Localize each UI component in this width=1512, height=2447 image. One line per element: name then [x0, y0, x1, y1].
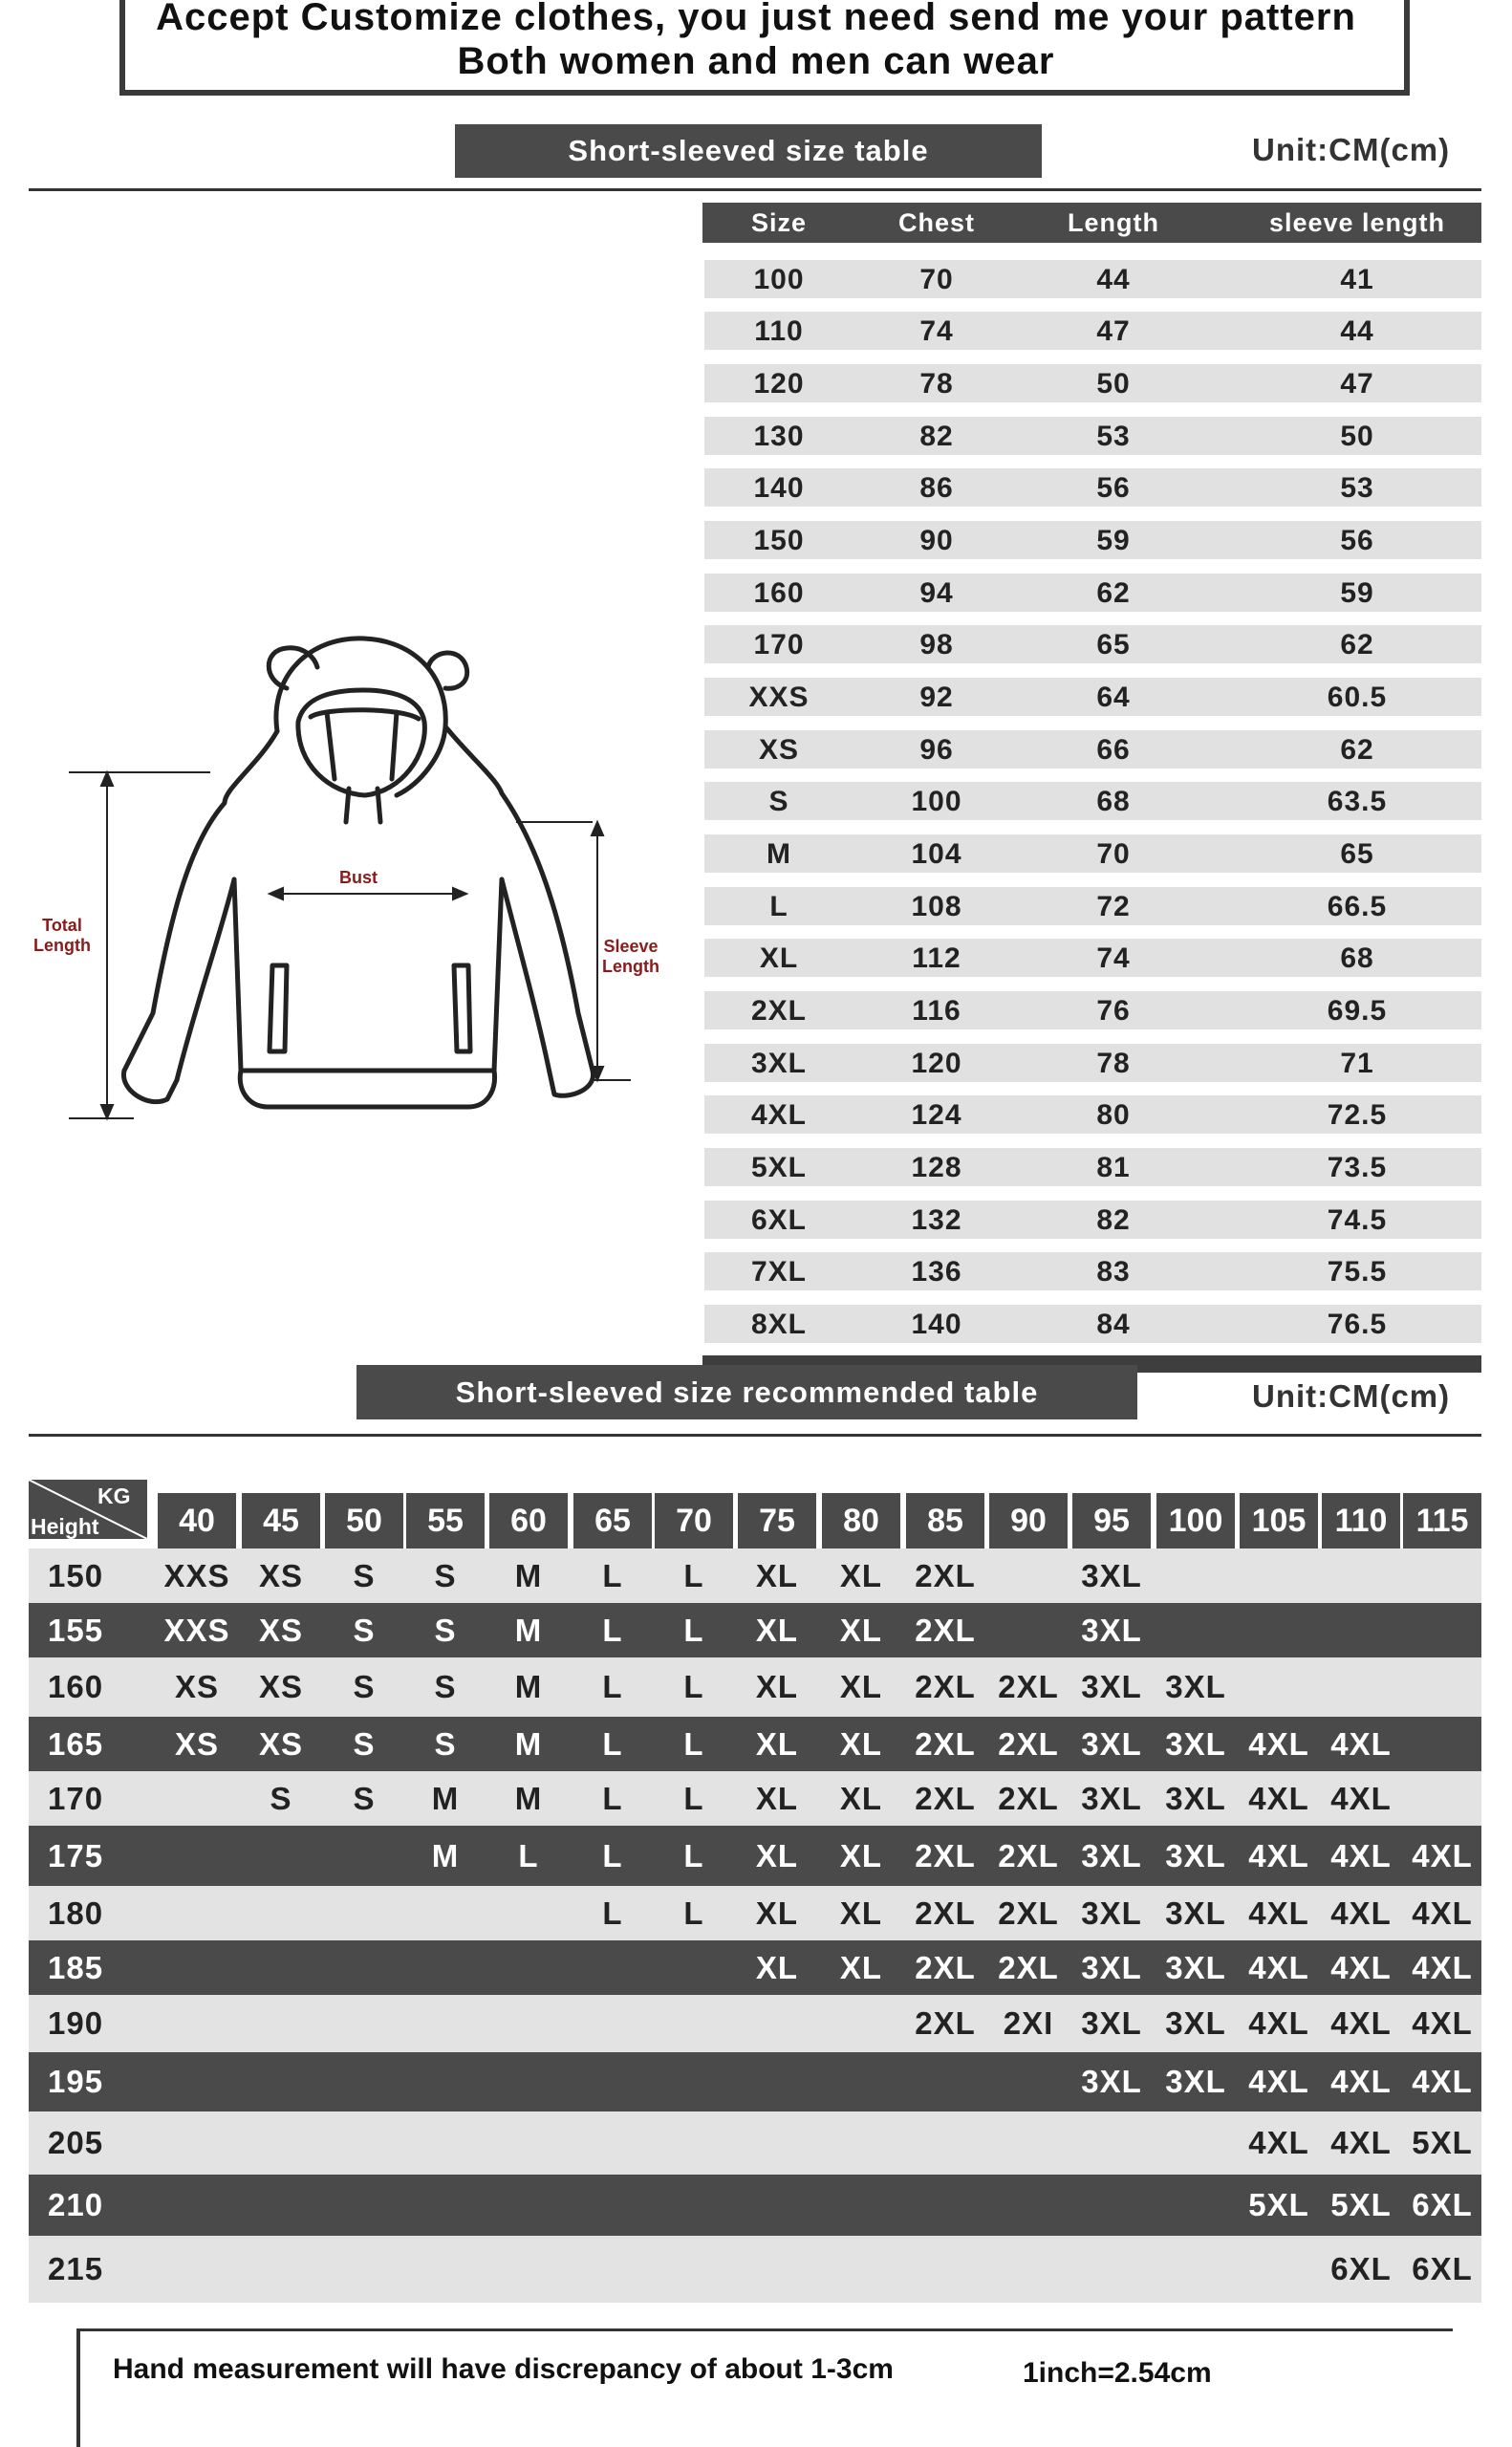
table-cell: 62 — [1340, 734, 1374, 766]
table-cell: 8XL — [750, 1309, 808, 1340]
size-cell: L — [683, 1895, 704, 1931]
size-cell: S — [353, 1726, 376, 1762]
size-cell: 6XL — [1330, 2251, 1392, 2286]
table-row — [29, 2236, 1481, 2303]
header-line-2: Both women and men can wear — [457, 40, 1055, 82]
size-cell: XL — [839, 1838, 883, 1873]
size-cell: 4XL — [1330, 1950, 1392, 1985]
table-cell: 70 — [1096, 838, 1131, 870]
height-cell: 215 — [48, 2251, 104, 2286]
size-cell: 4XL — [1330, 2125, 1392, 2160]
size-cell: XS — [258, 1669, 304, 1704]
kg-header-cell: 75 — [738, 1493, 816, 1548]
table-row — [704, 364, 1481, 402]
total-length-label: Total Length — [33, 916, 91, 955]
table-cell: 5XL — [750, 1152, 808, 1183]
kg-header-cell: 105 — [1240, 1493, 1318, 1548]
height-cell: 165 — [48, 1726, 104, 1762]
kg-header-cell: 60 — [489, 1493, 568, 1548]
divider — [29, 188, 1481, 191]
table-cell: 150 — [753, 525, 805, 556]
size-cell: 3XL — [1081, 1726, 1142, 1762]
table-cell: 62 — [1340, 629, 1374, 660]
table-row — [29, 1886, 1481, 1940]
size-cell: S — [434, 1726, 457, 1762]
footer-note: Hand measurement will have discrepancy of about 1-3cm — [113, 2353, 894, 2385]
table-row — [704, 521, 1481, 559]
table-row — [704, 1044, 1481, 1082]
column-header-length: Length — [1068, 208, 1159, 237]
table-row — [704, 730, 1481, 769]
size-cell: L — [602, 1781, 623, 1816]
size-cell: 3XL — [1165, 1669, 1226, 1704]
table-cell: 70 — [919, 264, 954, 295]
table-cell: 2XL — [750, 995, 808, 1027]
table-cell: 63.5 — [1327, 786, 1388, 817]
size-cell: 4XL — [1412, 2064, 1473, 2099]
table-cell: 47 — [1340, 368, 1374, 400]
size-cell: 4XL — [1412, 1838, 1473, 1873]
size-cell: 3XL — [1165, 2064, 1226, 2099]
table-cell: 69.5 — [1327, 995, 1388, 1027]
size-cell: M — [431, 1838, 460, 1873]
kg-header-cell: 70 — [655, 1493, 733, 1548]
divider — [29, 1434, 1481, 1437]
size-cell: 3XL — [1081, 1669, 1142, 1704]
table-row — [704, 1148, 1481, 1186]
size-cell: L — [602, 1558, 623, 1593]
size-cell: 2XL — [998, 1669, 1059, 1704]
size-cell: 3XL — [1081, 1781, 1142, 1816]
table-cell: 66.5 — [1327, 891, 1388, 922]
table-cell: XS — [758, 734, 800, 766]
size-cell: 2XL — [915, 1669, 976, 1704]
table-row — [29, 2052, 1481, 2111]
table-row — [29, 1603, 1481, 1657]
size-cell: L — [602, 1838, 623, 1873]
table-cell: 56 — [1340, 525, 1374, 556]
table-cell: 65 — [1096, 629, 1131, 660]
table-row — [704, 1252, 1481, 1290]
table-row — [29, 1995, 1481, 2052]
size-cell: 3XL — [1165, 2005, 1226, 2041]
size-cell: 5XL — [1248, 2187, 1309, 2222]
table-cell: 60.5 — [1327, 682, 1388, 713]
table-cell: 3XL — [750, 1048, 808, 1079]
size-cell: 2XL — [998, 1950, 1059, 1985]
height-cell: 205 — [48, 2125, 104, 2160]
table-cell: 72.5 — [1327, 1099, 1388, 1131]
column-header-sleeve-length: sleeve length — [1268, 208, 1446, 237]
kg-header-cell: 90 — [989, 1493, 1068, 1548]
table-cell: 74.5 — [1327, 1204, 1388, 1236]
size-cell: XL — [755, 1895, 799, 1931]
kg-header-cell: 85 — [906, 1493, 984, 1548]
size-cell: 2XL — [915, 1726, 976, 1762]
table-cell: 44 — [1340, 315, 1374, 347]
size-cell: XS — [174, 1726, 220, 1762]
size-cell: S — [353, 1613, 376, 1648]
size-cell: 4XL — [1330, 1838, 1392, 1873]
table-cell: 44 — [1096, 264, 1131, 295]
kg-header-cell: 100 — [1156, 1493, 1235, 1548]
size-cell: 4XL — [1248, 2064, 1309, 2099]
table-cell: 6XL — [750, 1204, 808, 1236]
size-cell: 3XL — [1081, 1950, 1142, 1985]
height-cell: 155 — [48, 1613, 104, 1648]
size-cell: 2XI — [1003, 2005, 1054, 2041]
size-cell: XL — [839, 1669, 883, 1704]
table-cell: 7XL — [750, 1256, 808, 1288]
height-cell: 210 — [48, 2187, 104, 2222]
size-cell: L — [683, 1781, 704, 1816]
table-cell: 104 — [911, 838, 962, 870]
size-cell: XL — [755, 1781, 799, 1816]
table-cell: 68 — [1096, 786, 1131, 817]
table-cell: 110 — [754, 315, 804, 347]
recommend-table-unit: Unit:CM(cm) — [1252, 1378, 1451, 1414]
table-row — [29, 1940, 1481, 1995]
table-row — [29, 2175, 1481, 2236]
size-cell: 3XL — [1081, 1895, 1142, 1931]
size-cell: 2XL — [998, 1726, 1059, 1762]
table-row — [704, 1305, 1481, 1343]
size-cell: L — [683, 1726, 704, 1762]
table-cell: XXS — [748, 682, 810, 713]
table-cell: 73.5 — [1327, 1152, 1388, 1183]
size-cell: 4XL — [1330, 1895, 1392, 1931]
height-cell: 160 — [48, 1669, 104, 1704]
size-cell: S — [353, 1669, 376, 1704]
table-cell: 68 — [1340, 942, 1374, 974]
table-row — [29, 1771, 1481, 1826]
size-cell: 2XL — [915, 1613, 976, 1648]
size-cell: M — [431, 1781, 460, 1816]
height-cell: 150 — [48, 1558, 104, 1593]
table-cell: 64 — [1096, 682, 1131, 713]
table-cell: 160 — [753, 577, 805, 609]
table-row — [704, 625, 1481, 663]
size-cell: XXS — [163, 1613, 230, 1648]
table-row — [704, 260, 1481, 298]
table-cell: 81 — [1096, 1152, 1131, 1183]
size-cell: 3XL — [1081, 2005, 1142, 2041]
height-cell: 180 — [48, 1895, 104, 1931]
kg-header-cell: 80 — [822, 1493, 900, 1548]
table-cell: 72 — [1096, 891, 1131, 922]
size-cell: 4XL — [1248, 1895, 1309, 1931]
table-cell: 78 — [919, 368, 954, 400]
kg-header-cell: 95 — [1072, 1493, 1151, 1548]
kg-header-cell: 110 — [1322, 1493, 1400, 1548]
table-cell: 50 — [1096, 368, 1131, 400]
size-cell: 2XL — [998, 1781, 1059, 1816]
size-cell: XL — [839, 1781, 883, 1816]
header-line-1: Accept Customize clothes, you just need send me your pattern — [156, 0, 1356, 38]
table-cell: 82 — [919, 421, 954, 452]
size-cell: 3XL — [1081, 2064, 1142, 2099]
table-cell: 53 — [1340, 472, 1374, 504]
size-cell: 4XL — [1330, 1781, 1392, 1816]
size-cell: XS — [258, 1726, 304, 1762]
table-cell: 98 — [919, 629, 954, 660]
size-cell: 4XL — [1248, 2005, 1309, 2041]
size-cell: M — [514, 1781, 543, 1816]
size-cell: 2XL — [915, 1781, 976, 1816]
size-cell: XL — [755, 1558, 799, 1593]
table-cell: 140 — [753, 472, 805, 504]
size-cell: 6XL — [1412, 2187, 1473, 2222]
table-row — [29, 1826, 1481, 1886]
size-cell: L — [683, 1838, 704, 1873]
table-cell: 62 — [1096, 577, 1131, 609]
size-cell: S — [353, 1558, 376, 1593]
table-cell: 112 — [912, 942, 961, 974]
table-row — [704, 417, 1481, 455]
table-cell: 74 — [1096, 942, 1131, 974]
size-cell: XL — [839, 1950, 883, 1985]
size-cell: 2XL — [998, 1838, 1059, 1873]
table-cell: 96 — [919, 734, 954, 766]
table-cell: 90 — [919, 525, 954, 556]
size-cell: S — [434, 1613, 457, 1648]
size-cell: 4XL — [1330, 2005, 1392, 2041]
size-cell: 3XL — [1165, 1838, 1226, 1873]
table-cell: 86 — [919, 472, 954, 504]
height-cell: 190 — [48, 2005, 104, 2041]
size-cell: 4XL — [1248, 1838, 1309, 1873]
size-cell: 3XL — [1081, 1838, 1142, 1873]
size-cell: XL — [755, 1726, 799, 1762]
table-row — [704, 782, 1481, 820]
table-cell: 128 — [911, 1152, 962, 1183]
table-cell: 100 — [911, 786, 962, 817]
size-cell: XS — [258, 1558, 304, 1593]
right-ear — [428, 653, 467, 688]
table-cell: 170 — [753, 629, 805, 660]
size-cell: 4XL — [1412, 1950, 1473, 1985]
footer-conversion: 1inch=2.54cm — [1023, 2357, 1212, 2389]
size-cell: S — [353, 1781, 376, 1816]
table-cell: 76.5 — [1327, 1309, 1388, 1340]
size-cell: 6XL — [1412, 2251, 1473, 2286]
size-cell: XS — [258, 1613, 304, 1648]
table-cell: 50 — [1340, 421, 1374, 452]
size-cell: XS — [174, 1669, 220, 1704]
kg-header-cell: 65 — [573, 1493, 652, 1548]
table-row — [704, 939, 1481, 977]
size-cell: 2XL — [915, 1838, 976, 1873]
size-cell: M — [514, 1726, 543, 1762]
size-cell: 3XL — [1165, 1781, 1226, 1816]
size-cell: 3XL — [1165, 1895, 1226, 1931]
size-cell: L — [683, 1669, 704, 1704]
table-cell: 108 — [911, 891, 962, 922]
table-cell: 124 — [911, 1099, 962, 1131]
height-cell: 170 — [48, 1781, 104, 1816]
table-row — [704, 678, 1481, 716]
size-cell: XL — [839, 1895, 883, 1931]
size-table-banner: Short-sleeved size table — [455, 124, 1042, 178]
table-cell: 4XL — [750, 1099, 808, 1131]
table-row — [704, 887, 1481, 925]
size-cell: XL — [755, 1613, 799, 1648]
height-cell: 175 — [48, 1838, 104, 1873]
size-cell: M — [514, 1558, 543, 1593]
table-cell: 120 — [753, 368, 805, 400]
size-cell: XL — [755, 1838, 799, 1873]
size-cell: 4XL — [1248, 1726, 1309, 1762]
size-cell: 3XL — [1081, 1613, 1142, 1648]
size-cell: L — [683, 1558, 704, 1593]
table-cell: 82 — [1096, 1204, 1131, 1236]
size-cell: 5XL — [1330, 2187, 1392, 2222]
size-cell: S — [270, 1781, 292, 1816]
table-row — [704, 312, 1481, 350]
table-cell: 59 — [1096, 525, 1131, 556]
table-row — [704, 574, 1481, 612]
size-cell: 3XL — [1165, 1726, 1226, 1762]
table-cell: 94 — [919, 577, 954, 609]
size-cell: 4XL — [1412, 2005, 1473, 2041]
table-cell: 140 — [911, 1309, 962, 1340]
table-cell: 84 — [1096, 1309, 1131, 1340]
size-cell: XXS — [163, 1558, 230, 1593]
size-cell: L — [518, 1838, 539, 1873]
footer-frame — [76, 2328, 1453, 2447]
size-cell: XL — [839, 1613, 883, 1648]
size-cell: 5XL — [1412, 2125, 1473, 2160]
size-cell: 3XL — [1081, 1558, 1142, 1593]
bust-label: Bust — [339, 868, 378, 887]
kg-header-cell: 50 — [325, 1493, 403, 1548]
table-cell: 53 — [1096, 421, 1131, 452]
size-cell: XL — [755, 1669, 799, 1704]
table-row — [704, 834, 1481, 873]
height-cell: 195 — [48, 2064, 104, 2099]
size-cell: 2XL — [915, 1895, 976, 1931]
table-cell: 83 — [1096, 1256, 1131, 1288]
table-cell: 130 — [753, 421, 805, 452]
size-cell: L — [683, 1613, 704, 1648]
corner-kg-label: KG — [97, 1483, 131, 1508]
kg-header-cell: 45 — [242, 1493, 320, 1548]
size-cell: XL — [755, 1950, 799, 1985]
table-cell: 65 — [1340, 838, 1374, 870]
kg-header-cell: 115 — [1403, 1493, 1481, 1548]
table-cell: M — [767, 838, 791, 870]
table-row — [29, 1548, 1481, 1603]
table-cell: 120 — [911, 1048, 962, 1079]
size-cell: 4XL — [1248, 1781, 1309, 1816]
size-cell: 4XL — [1330, 1726, 1392, 1762]
size-cell: S — [434, 1558, 457, 1593]
size-cell: XL — [839, 1726, 883, 1762]
size-cell: L — [602, 1613, 623, 1648]
table-cell: 116 — [912, 995, 961, 1027]
size-cell: XL — [839, 1558, 883, 1593]
size-cell: S — [434, 1669, 457, 1704]
size-cell: M — [514, 1669, 543, 1704]
table-cell: 41 — [1340, 264, 1374, 295]
size-cell: 2XL — [998, 1895, 1059, 1931]
column-header-chest: Chest — [897, 208, 975, 237]
table-row — [29, 2111, 1481, 2175]
corner-height-label: Height — [31, 1514, 99, 1539]
size-cell: 4XL — [1248, 1950, 1309, 1985]
size-table-header — [702, 203, 1481, 243]
table-cell: 66 — [1096, 734, 1131, 766]
size-cell: 4XL — [1248, 2125, 1309, 2160]
table-cell: XL — [759, 942, 799, 974]
size-cell: 2XL — [915, 1950, 976, 1985]
table-cell: 92 — [919, 682, 954, 713]
table-cell: 56 — [1096, 472, 1131, 504]
recommend-table-banner: Short-sleeved size recommended table — [356, 1365, 1137, 1419]
size-cell: 3XL — [1165, 1950, 1226, 1985]
table-cell: S — [768, 786, 789, 817]
table-row — [704, 468, 1481, 507]
table-cell: 132 — [911, 1204, 962, 1236]
size-cell: 2XL — [915, 2005, 976, 2041]
table-cell: 74 — [919, 315, 954, 347]
size-cell: L — [602, 1726, 623, 1762]
table-cell: 75.5 — [1327, 1256, 1388, 1288]
size-cell: L — [602, 1669, 623, 1704]
table-cell: 71 — [1340, 1048, 1374, 1079]
table-row — [704, 991, 1481, 1029]
size-cell: 4XL — [1330, 2064, 1392, 2099]
table-cell: 47 — [1096, 315, 1131, 347]
table-cell: 100 — [753, 264, 805, 295]
table-row — [704, 1095, 1481, 1134]
table-cell: 76 — [1096, 995, 1131, 1027]
height-cell: 185 — [48, 1950, 104, 1985]
table-row — [704, 1201, 1481, 1239]
size-cell: M — [514, 1613, 543, 1648]
table-row — [29, 1717, 1481, 1771]
table-cell: 80 — [1096, 1099, 1131, 1131]
table-cell: 136 — [911, 1256, 962, 1288]
table-cell: 78 — [1096, 1048, 1131, 1079]
size-cell: 2XL — [915, 1558, 976, 1593]
column-header-size: Size — [750, 208, 808, 237]
table-cell: L — [769, 891, 788, 922]
kg-header-cell: 40 — [158, 1493, 236, 1548]
table-row — [29, 1657, 1481, 1717]
sleeve-length-label: Sleeve Length — [602, 937, 659, 976]
size-table-unit: Unit:CM(cm) — [1252, 132, 1451, 167]
size-cell: 4XL — [1412, 1895, 1473, 1931]
size-cell: L — [602, 1895, 623, 1931]
table-cell: 59 — [1340, 577, 1374, 609]
kg-header-cell: 55 — [406, 1493, 485, 1548]
